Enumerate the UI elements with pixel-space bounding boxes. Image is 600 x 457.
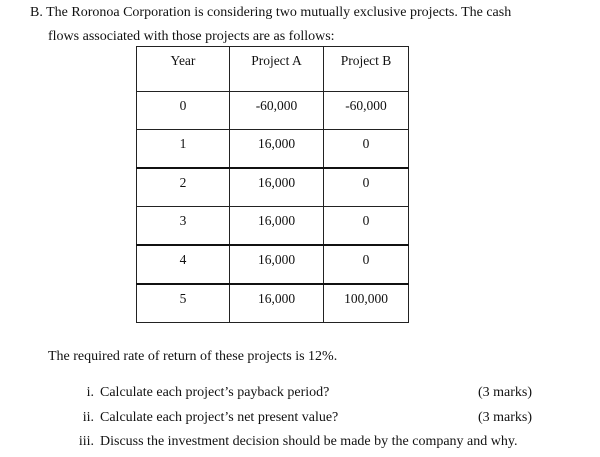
question-text: Discuss the investment decision should be made by the company and why. [100,434,518,449]
table-row [137,284,409,323]
cell-project-b: 0 [324,207,409,246]
table-row [137,130,409,169]
cell-project-a: 16,000 [230,207,324,246]
question-marks: (3 marks) [478,385,533,400]
table-row [137,207,409,246]
cell-project-b: 100,000 [324,284,409,323]
table-row [137,92,409,130]
question-marks: (3 marks) [478,410,533,425]
header-year: Year [137,47,230,92]
cell-year: 5 [137,284,230,323]
header-project-a: Project A [230,47,324,92]
header-project-b: Project B [324,47,409,92]
question-text: Calculate each project’s payback period? [100,385,330,400]
question-number: ii. [82,410,94,425]
cell-project-a: 16,000 [230,168,324,207]
cell-project-a: 16,000 [230,130,324,169]
table-row [137,168,409,207]
intro-line-1: B. The Roronoa Corporation is considering two mutually exclusive projects. The cash [30,5,512,20]
required-rate-text: The required rate of return of these projects is 12%. [48,349,338,364]
cell-project-b: -60,000 [324,92,409,130]
cell-project-b: 0 [324,168,409,207]
question-number: i. [86,385,94,400]
cell-project-a: 16,000 [230,245,324,284]
question-number: iii. [78,434,94,449]
cell-year: 4 [137,245,230,284]
cell-project-b: 0 [324,245,409,284]
cell-year: 3 [137,207,230,246]
cell-project-a: 16,000 [230,284,324,323]
cell-year: 1 [137,130,230,169]
cell-project-a: -60,000 [230,92,324,130]
table-row [137,245,409,284]
question-text: Calculate each project’s net present value? [100,410,339,425]
intro-line-2: flows associated with those projects are as follows: [48,29,335,44]
cash-flow-table [136,46,409,323]
cell-year: 2 [137,168,230,207]
table-header-row [137,47,409,92]
cell-year: 0 [137,92,230,130]
cell-project-b: 0 [324,130,409,169]
